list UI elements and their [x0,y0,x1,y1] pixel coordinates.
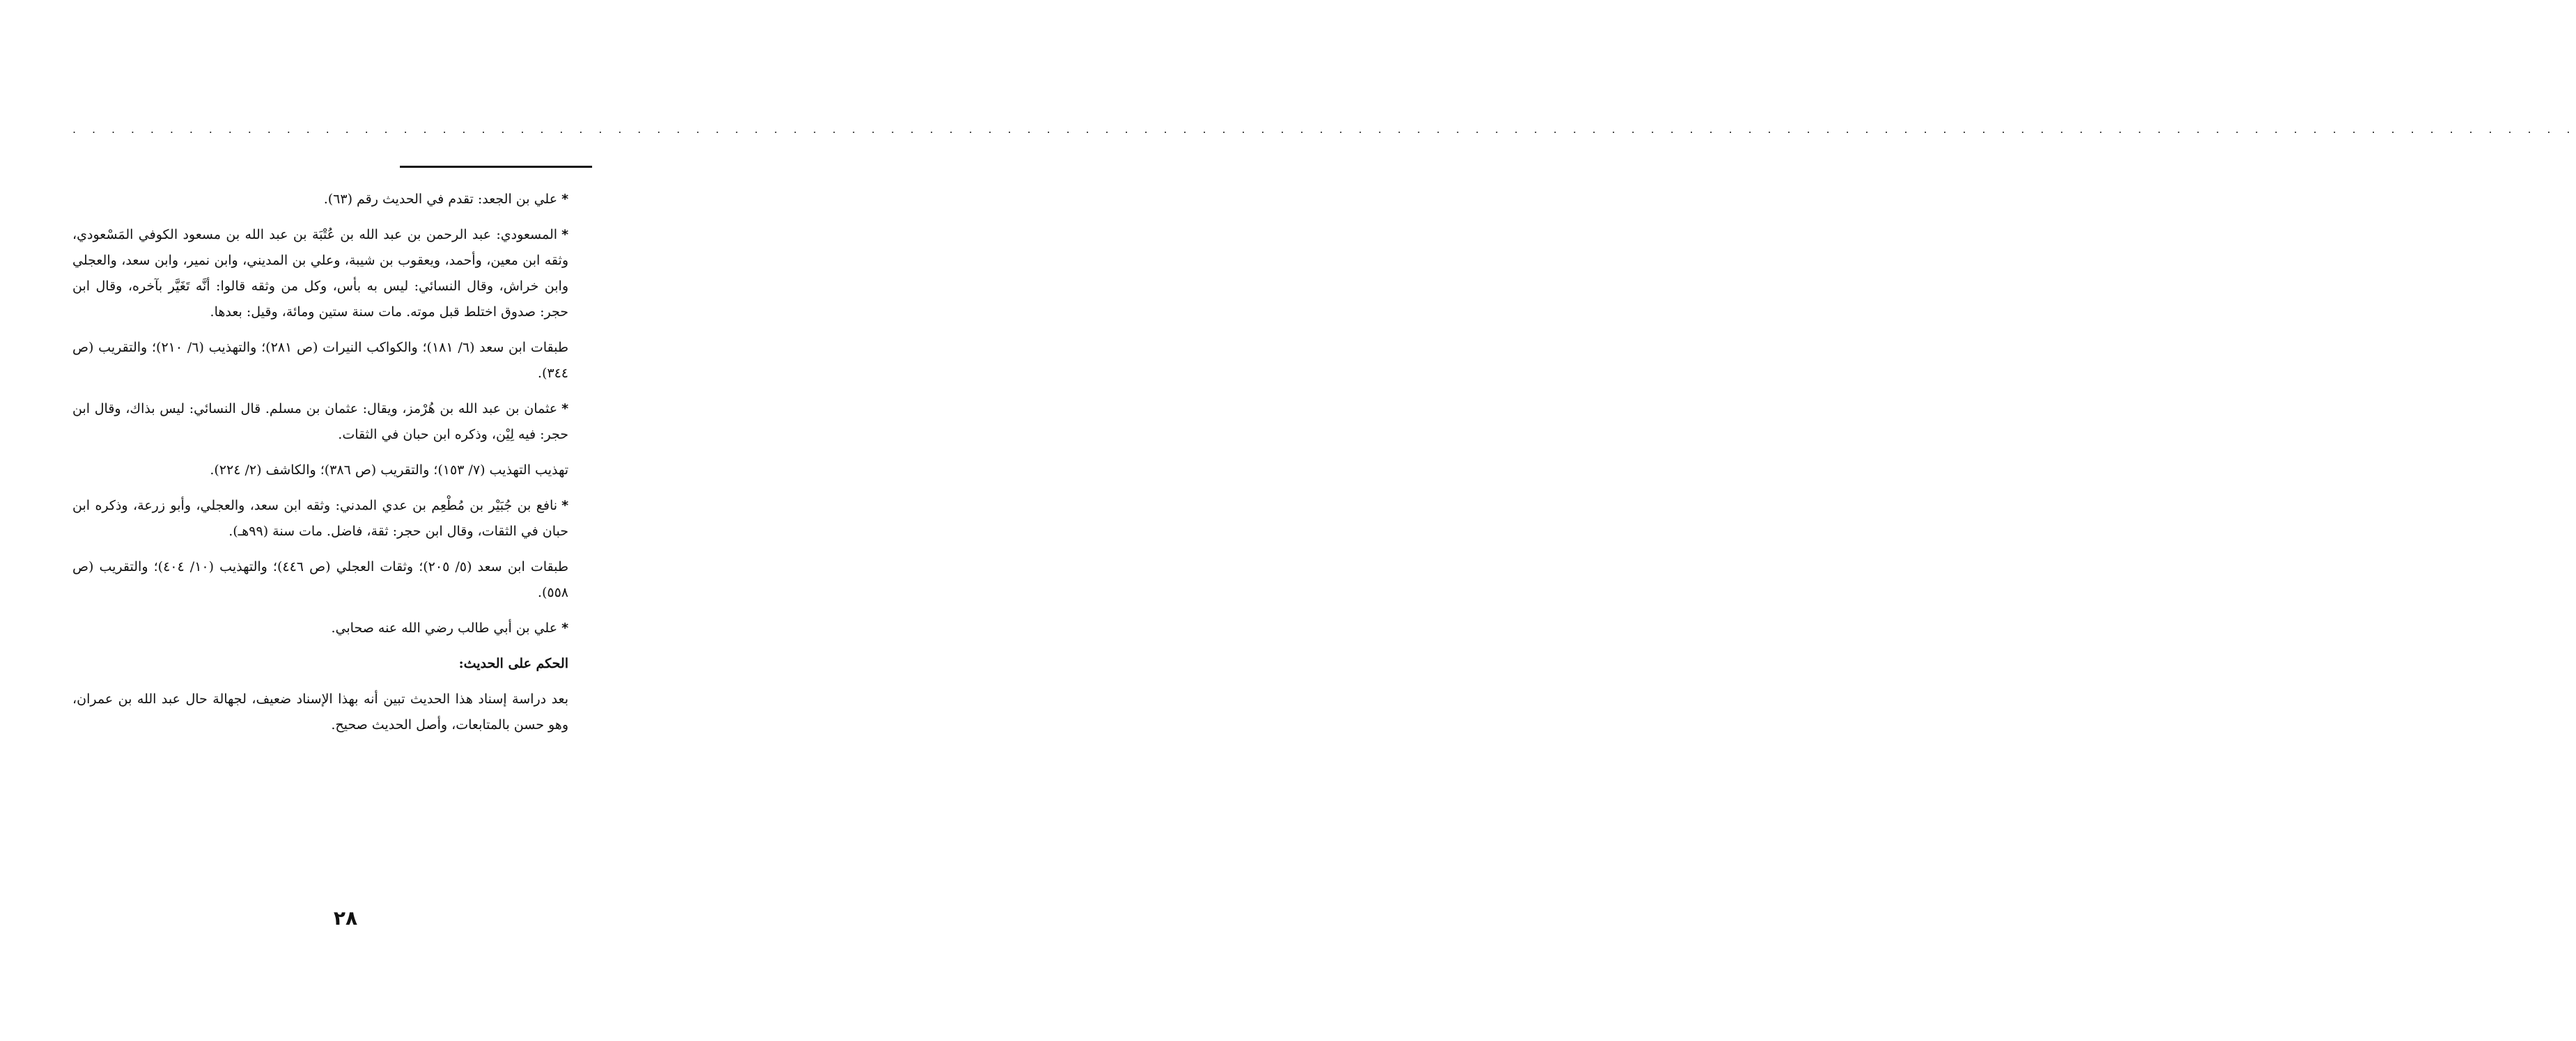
entry-nafi-ibn-jubayr [72,493,568,545]
section-heading: الحكم على الحديث: [458,656,568,671]
footnote-rule [400,166,592,168]
star-marker: * [561,498,568,513]
verdict-paragraph: بعد دراسة إسناد هذا الحديث تبين أنه بهذا الإسناد ضعيف، لجهالة حال عبد الله بن عمران، وهو حسن بالمتابعات، وأصل الحديث صحيح. [72,691,568,733]
citation-nafi: طبقات ابن سعد (٥/ ٢٠٥)؛ وثقات العجلي (ص ٤٤٦)؛ والتهذيب (١٠/ ٤٠٤)؛ والتقريب (ص ٥٥٨). [72,559,568,600]
star-marker: * [561,227,568,242]
citation-al-masudi: طبقات ابن سعد (٦/ ١٨١)؛ والكواكب النيرات (ص ٢٨١)؛ والتهذيب (٦/ ٢١٠)؛ والتقريب (ص ٣٤٤). [72,340,568,381]
entry-text: المسعودي: عبد الرحمن بن عبد الله بن عُتْبَة بن عبد الله بن مسعود الكوفي المَسْعودي، وثقه ابن معين، وأحمد، ويعقوب بن شيبة، وعلي بن المديني، وابن نمير، وابن سعد، والعجلي وابن خراش، وقال النسائي: ليس به بأس، وكل من وثقه قالوا: أنَّه تَغَيَّر بآخره، وقال ابن حجر: صدوق اختلط قبل موته. مات سنة ستين ومائة، وقيل: بعدها. [72,227,568,320]
entry-ali-ibn-abi-talib [72,616,568,641]
entry-ali-ibn-al-jaad [72,187,568,212]
page-number: ٢٨ [333,907,358,930]
star-marker: * [561,620,568,636]
entry-uthman-ibn-abdullah [72,396,568,448]
page-body [72,187,568,748]
entry-al-masudi [72,222,568,325]
entry-text: عثمان بن عبد الله بن هُرْمز، ويقال: عثمان بن مسلم. قال النسائي: ليس بذاك، وقال ابن حجر: فيه لِيْن، وذكره ابن حبان في الثقات. [72,401,568,442]
entry-text: نافع بن جُبَيْر بن مُطْعِم بن عدي المدني: وثقه ابن سعد، والعجلي، وأبو زرعة، وذكره ابن حبان في الثقات، وقال ابن حجر: ثقة، فاضل. مات سنة (٩٩هـ). [72,498,568,539]
separator-dots: . . . . . . . . . . . . . . . . . . . . . . . . . . . . . . . . . . . . . . . . . . . . . . . . . . . . . . . . . . . . . . . . . . . . . . . . . . . . . . . . . . . . . . . . . . . . . . . . . . . . . . . . . . . . . . . . . . . . . . . . . . . . . . . . . [72,123,2576,136]
entry-text: علي بن الجعد: تقدم في الحديث رقم (٦٣). [323,191,558,207]
citation-uthman: تهذيب التهذيب (٧/ ١٥٣)؛ والتقريب (ص ٣٨٦)؛ والكاشف (٢/ ٢٢٤). [210,462,568,478]
entry-text: علي بن أبي طالب رضي الله عنه صحابي. [331,620,558,636]
star-marker: * [561,191,568,207]
star-marker: * [561,401,568,416]
